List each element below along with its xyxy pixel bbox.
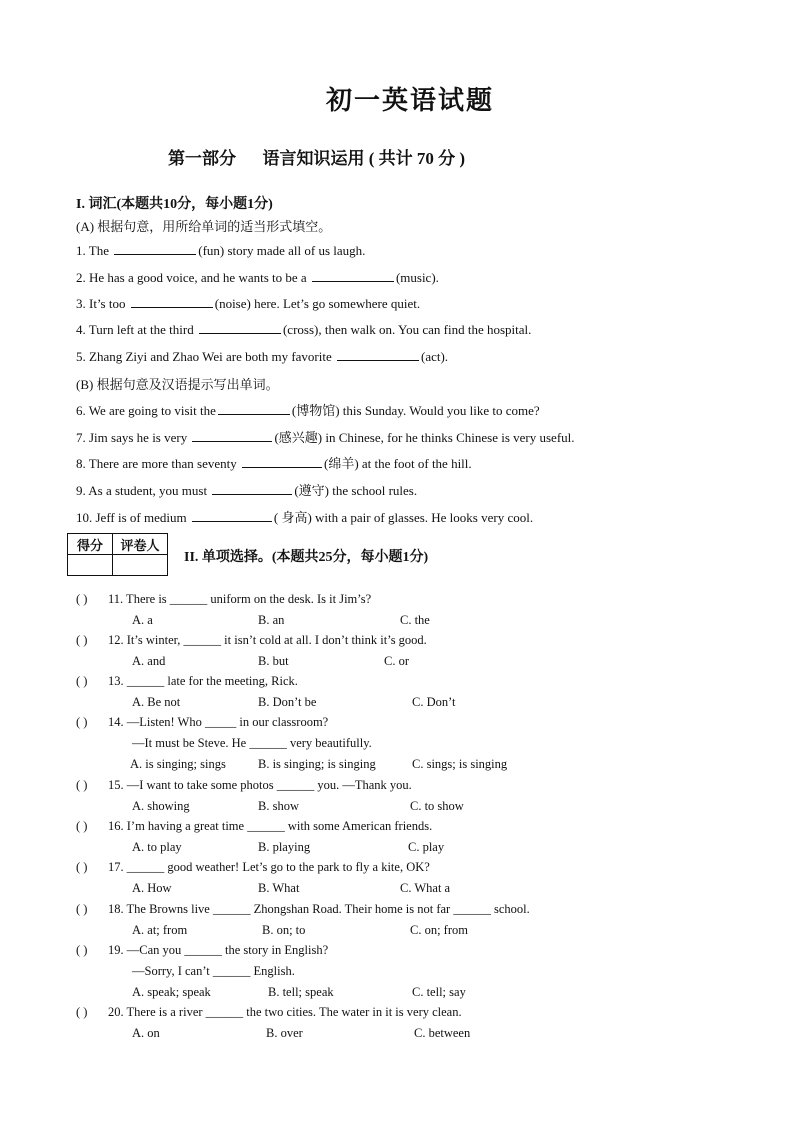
- item-hint: (绵羊) at the foot of the hill.: [324, 456, 472, 471]
- answer-paren[interactable]: ( ): [76, 633, 88, 647]
- option-a: A. showing: [132, 799, 190, 813]
- question-text: 16. I’m having a great time ______ with some American friends.: [108, 819, 433, 833]
- answer-blank[interactable]: [131, 295, 213, 308]
- item-text: 6. We are going to visit the: [76, 403, 216, 418]
- item-text: 5. Zhang Ziyi and Zhao Wei are both my favorite: [76, 349, 332, 364]
- question-text: 20. There is a river ______ the two cities. The water in it is very clean.: [108, 1005, 462, 1019]
- item-text: 8. There are more than seventy: [76, 456, 237, 471]
- question-11: [76, 592, 716, 632]
- option-c: C. sings; is singing: [412, 757, 508, 771]
- item-text: 4. Turn left at the third: [76, 322, 194, 337]
- answer-paren[interactable]: ( ): [76, 715, 88, 729]
- option-b: B. show: [258, 799, 299, 813]
- question-text: 11. There is ______ uniform on the desk. Is it Jim’s?: [108, 592, 372, 606]
- item-text: 1. The: [76, 243, 109, 258]
- answer-paren[interactable]: ( ): [76, 819, 88, 833]
- exam-title: 初一英语试题: [325, 86, 494, 115]
- vocab-item: [76, 321, 531, 338]
- answer-blank[interactable]: [114, 242, 196, 255]
- option-a: A. at; from: [132, 923, 188, 937]
- option-c: C. play: [408, 840, 445, 854]
- item-hint: (cross), then walk on. You can find the hospital.: [282, 322, 532, 337]
- answer-paren[interactable]: ( ): [76, 860, 88, 874]
- option-c: C. What a: [400, 881, 451, 895]
- answer-blank[interactable]: [192, 509, 272, 522]
- option-b: B. but: [258, 654, 289, 668]
- option-b: B. tell; speak: [268, 985, 334, 999]
- question-18: [76, 902, 736, 942]
- option-c: C. tell; say: [412, 985, 466, 999]
- vocab-item: [76, 295, 420, 312]
- question-14: [76, 715, 716, 777]
- answer-paren[interactable]: ( ): [76, 674, 88, 688]
- question-12: [76, 633, 716, 673]
- option-a: A. on: [132, 1026, 160, 1040]
- question-text: 12. It’s winter, ______ it isn’t cold at all. I don’t think it’s good.: [108, 633, 427, 647]
- question-15: [76, 778, 716, 818]
- question-text: 15. —I want to take some photos ______ you. —Thank you.: [108, 778, 412, 792]
- question-text-line2: —It must be Steve. He ______ very beautifully.: [132, 736, 372, 750]
- answer-paren[interactable]: ( ): [76, 902, 88, 916]
- answer-paren[interactable]: ( ): [76, 778, 88, 792]
- grader-label: 评卷人: [113, 534, 168, 555]
- vocab-item: [76, 400, 540, 419]
- option-b: B. playing: [258, 840, 311, 854]
- option-a: A. and: [132, 654, 166, 668]
- item-hint: (noise) here. Let’s go somewhere quiet.: [214, 296, 421, 311]
- item-hint: (博物馆) this Sunday. Would you like to come?: [291, 403, 540, 418]
- grader-cell[interactable]: [113, 555, 168, 576]
- item-hint: (fun) story made all of us laugh.: [198, 243, 366, 258]
- vocab-item: [76, 507, 533, 526]
- item-hint: ( 身高) with a pair of glasses. He looks very cool.: [273, 510, 534, 525]
- question-13: [76, 674, 716, 714]
- vocab-item: [76, 348, 448, 365]
- item-hint: (遵守) the school rules.: [294, 483, 418, 498]
- option-b: B. is singing; is singing: [258, 757, 376, 771]
- option-c: C. or: [384, 654, 409, 668]
- vocab-item: [76, 242, 365, 259]
- question-text: 17. ______ good weather! Let’s go to the park to fly a kite, OK?: [108, 860, 430, 874]
- vocab-item: [76, 480, 417, 499]
- question-text: 14. —Listen! Who _____ in our classroom?: [108, 715, 329, 729]
- option-b: B. over: [266, 1026, 303, 1040]
- vocab-item: [76, 453, 472, 472]
- option-b: B. on; to: [262, 923, 306, 937]
- item-hint: (act).: [421, 349, 449, 364]
- option-c: C. on; from: [410, 923, 468, 937]
- question-text: 19. —Can you ______ the story in English?: [108, 943, 329, 957]
- vocab-item: [76, 427, 575, 446]
- option-b: B. What: [258, 881, 300, 895]
- answer-blank[interactable]: [242, 455, 322, 468]
- question-17: [76, 860, 716, 900]
- item-text: 9. As a student, you must: [76, 483, 208, 498]
- item-hint: (感兴趣) in Chinese, for he thinks Chinese is very useful.: [274, 430, 575, 445]
- question-text: 18. The Browns live ______ Zhongshan Road. Their home is not far ______ school.: [108, 902, 530, 916]
- answer-paren[interactable]: ( ): [76, 1005, 88, 1019]
- option-a: A. How: [132, 881, 172, 895]
- option-c: C. between: [414, 1026, 471, 1040]
- question-text: 13. ______ late for the meeting, Rick.: [108, 674, 298, 688]
- question-text-line2: —Sorry, I can’t ______ English.: [132, 964, 295, 978]
- option-c: C. to show: [410, 799, 464, 813]
- item-hint: (music).: [395, 270, 439, 285]
- option-a: A. a: [132, 613, 153, 627]
- item-text: 10. Jeff is of medium: [76, 510, 187, 525]
- answer-paren[interactable]: ( ): [76, 592, 88, 606]
- answer-paren[interactable]: ( ): [76, 943, 88, 957]
- score-label: 得分: [68, 534, 113, 555]
- option-c: C. the: [400, 613, 430, 627]
- option-c: C. Don’t: [412, 695, 456, 709]
- option-a: A. to play: [132, 840, 182, 854]
- part-number: 第一部分: [168, 149, 236, 168]
- answer-blank[interactable]: [337, 348, 419, 361]
- question-16: [76, 819, 716, 859]
- part-name: 语言知识运用: [262, 149, 365, 168]
- part-subtitle: [168, 144, 465, 169]
- option-a: A. is singing; sings: [130, 757, 226, 771]
- option-a: A. speak; speak: [132, 985, 211, 999]
- option-a: A. Be not: [132, 695, 181, 709]
- vocab-item: [76, 269, 439, 286]
- item-text: 3. It’s too: [76, 296, 126, 311]
- part-total: ( 共计 70 分 ): [368, 149, 466, 168]
- option-b: B. an: [258, 613, 285, 627]
- answer-blank[interactable]: [218, 402, 290, 415]
- answer-blank[interactable]: [212, 482, 292, 495]
- question-20: [76, 1005, 716, 1045]
- section1-partB-instruction: (B) 根据句意及汉语提示写出单词。: [76, 377, 279, 392]
- question-19: [76, 943, 716, 1005]
- item-text: 7. Jim says he is very: [76, 430, 188, 445]
- section2-heading: II. 单项选择。(本题共25分，每小题1分): [184, 550, 429, 565]
- score-cell[interactable]: [68, 555, 113, 576]
- section1-partA-instruction: (A) 根据句意，用所给单词的适当形式填空。: [76, 219, 332, 234]
- answer-blank[interactable]: [192, 429, 272, 442]
- score-table: [67, 533, 168, 576]
- answer-blank[interactable]: [312, 269, 394, 282]
- option-b: B. Don’t be: [258, 695, 317, 709]
- answer-blank[interactable]: [199, 321, 281, 334]
- section1-heading: I. 词汇(本题共10分，每小题1分): [76, 197, 273, 212]
- item-text: 2. He has a good voice, and he wants to be a: [76, 270, 307, 285]
